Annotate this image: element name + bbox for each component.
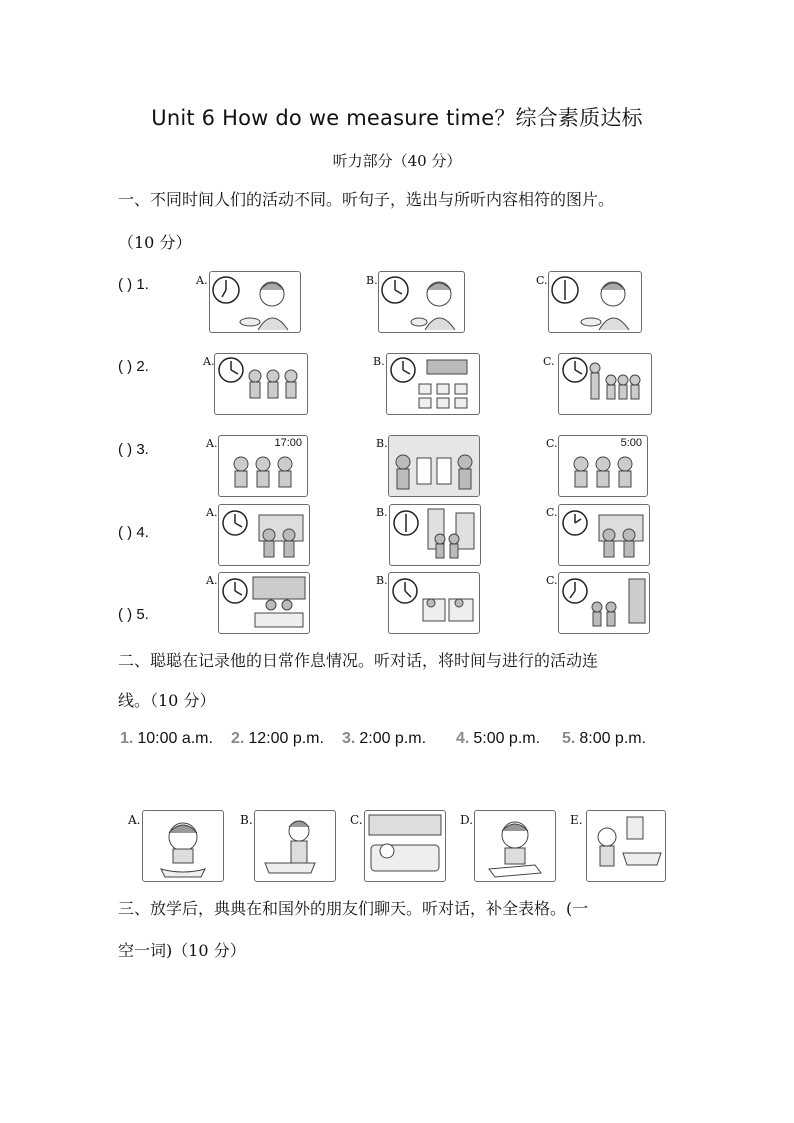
time-value: 12:00 p.m. (248, 730, 324, 747)
activity-label: E. (570, 813, 583, 827)
time-number: 3. (342, 730, 356, 747)
picture-painting[interactable] (388, 435, 480, 497)
option-label: A. (196, 274, 208, 287)
answer-bracket[interactable]: ( ) (118, 441, 133, 458)
picture-eating-b[interactable] (378, 271, 465, 333)
answer-bracket[interactable]: ( ) (118, 276, 133, 293)
option-label: A. (206, 437, 218, 450)
digital-time: 5:00 (620, 437, 642, 449)
option-label: C. (543, 355, 555, 368)
picture-classroom[interactable] (386, 353, 480, 415)
picture-eating-a[interactable] (209, 271, 301, 333)
section1-score: （10 分） (118, 233, 192, 252)
page-title: Unit 6 How do we measure time？综合素质达标 (151, 106, 643, 130)
picture-library[interactable] (218, 572, 310, 634)
time-item-5[interactable] (562, 730, 646, 748)
option-label: C. (546, 574, 558, 587)
question-number: 4. (136, 524, 149, 541)
time-value: 8:00 p.m. (579, 730, 647, 747)
picture-washing-face[interactable] (142, 810, 224, 882)
question-number: 3. (136, 441, 149, 458)
time-item-2[interactable] (231, 730, 324, 748)
picture-street[interactable] (389, 504, 481, 566)
section2-instruction: 二、聪聪在记录他的日常作息情况。听对话，将时间与进行的活动连 (118, 651, 599, 670)
question-number: 1. (136, 276, 149, 293)
time-item-4[interactable] (456, 730, 540, 748)
time-number: 1. (120, 730, 134, 747)
clock-icon (563, 358, 587, 382)
option-label: B. (373, 355, 385, 368)
time-item-3[interactable] (342, 730, 426, 748)
question-row-3 (118, 441, 149, 458)
time-value: 2:00 p.m. (359, 730, 427, 747)
answer-bracket[interactable]: ( ) (118, 524, 133, 541)
option-label: B. (376, 506, 388, 519)
picture-brushing-teeth[interactable] (586, 810, 666, 882)
clock-icon (223, 511, 247, 535)
picture-sleeping-in-bed[interactable] (364, 810, 446, 882)
section2-score: 线。（10 分） (118, 691, 216, 710)
clock-icon (393, 579, 417, 603)
question-row-2 (118, 358, 149, 375)
picture-children-dancing-a[interactable] (218, 435, 308, 497)
answer-bracket[interactable]: ( ) (118, 358, 133, 375)
clock-icon (552, 277, 578, 303)
option-label: A. (203, 355, 215, 368)
section1-instruction: 一、不同时间人们的活动不同。听句子，选出与所听内容相符的图片。 (118, 190, 615, 209)
clock-icon (223, 579, 247, 603)
question-row-5 (118, 606, 149, 623)
clock-icon (563, 579, 587, 603)
option-label: A. (206, 574, 218, 587)
time-value: 5:00 p.m. (473, 730, 541, 747)
option-label: C. (546, 506, 558, 519)
picture-going-to-school-a[interactable] (218, 504, 310, 566)
section3-score: 空一词)（10 分） (118, 941, 246, 960)
time-item-1[interactable] (120, 730, 213, 748)
picture-playing[interactable] (558, 572, 650, 634)
picture-eating-c[interactable] (548, 271, 642, 333)
picture-doing-homework[interactable] (474, 810, 556, 882)
clock-icon (391, 358, 415, 382)
page-subtitle: 听力部分（40 分） (332, 152, 462, 170)
time-number: 2. (231, 730, 245, 747)
picture-going-to-school-c[interactable] (558, 504, 650, 566)
answer-bracket[interactable]: ( ) (118, 606, 133, 623)
time-value: 10:00 a.m. (137, 730, 213, 747)
question-row-4 (118, 524, 149, 541)
clock-icon (563, 511, 587, 535)
activity-label: C. (350, 813, 363, 827)
option-label: B. (376, 437, 388, 450)
activity-label: D. (460, 813, 474, 827)
clock-icon (213, 277, 239, 303)
activity-label: A. (128, 813, 141, 827)
clock-icon (219, 358, 243, 382)
picture-children-dancing-c[interactable] (558, 435, 648, 497)
clock-icon (394, 511, 418, 535)
time-number: 4. (456, 730, 470, 747)
picture-sleeping[interactable] (388, 572, 480, 634)
time-number: 5. (562, 730, 576, 747)
picture-teacher-students[interactable] (558, 353, 652, 415)
question-number: 2. (136, 358, 149, 375)
digital-time: 17:00 (274, 437, 302, 449)
option-label: B. (366, 274, 378, 287)
picture-washing-hands[interactable] (254, 810, 336, 882)
option-label: C. (536, 274, 548, 287)
activity-label: B. (240, 813, 253, 827)
question-number: 5. (136, 606, 149, 623)
picture-children-walking[interactable] (214, 353, 308, 415)
clock-icon (382, 277, 408, 303)
option-label: A. (206, 506, 218, 519)
option-label: C. (546, 437, 558, 450)
option-label: B. (376, 574, 388, 587)
section3-instruction: 三、放学后，典典在和国外的朋友们聊天。听对话，补全表格。(一 (118, 899, 589, 918)
question-row-1 (118, 276, 149, 293)
